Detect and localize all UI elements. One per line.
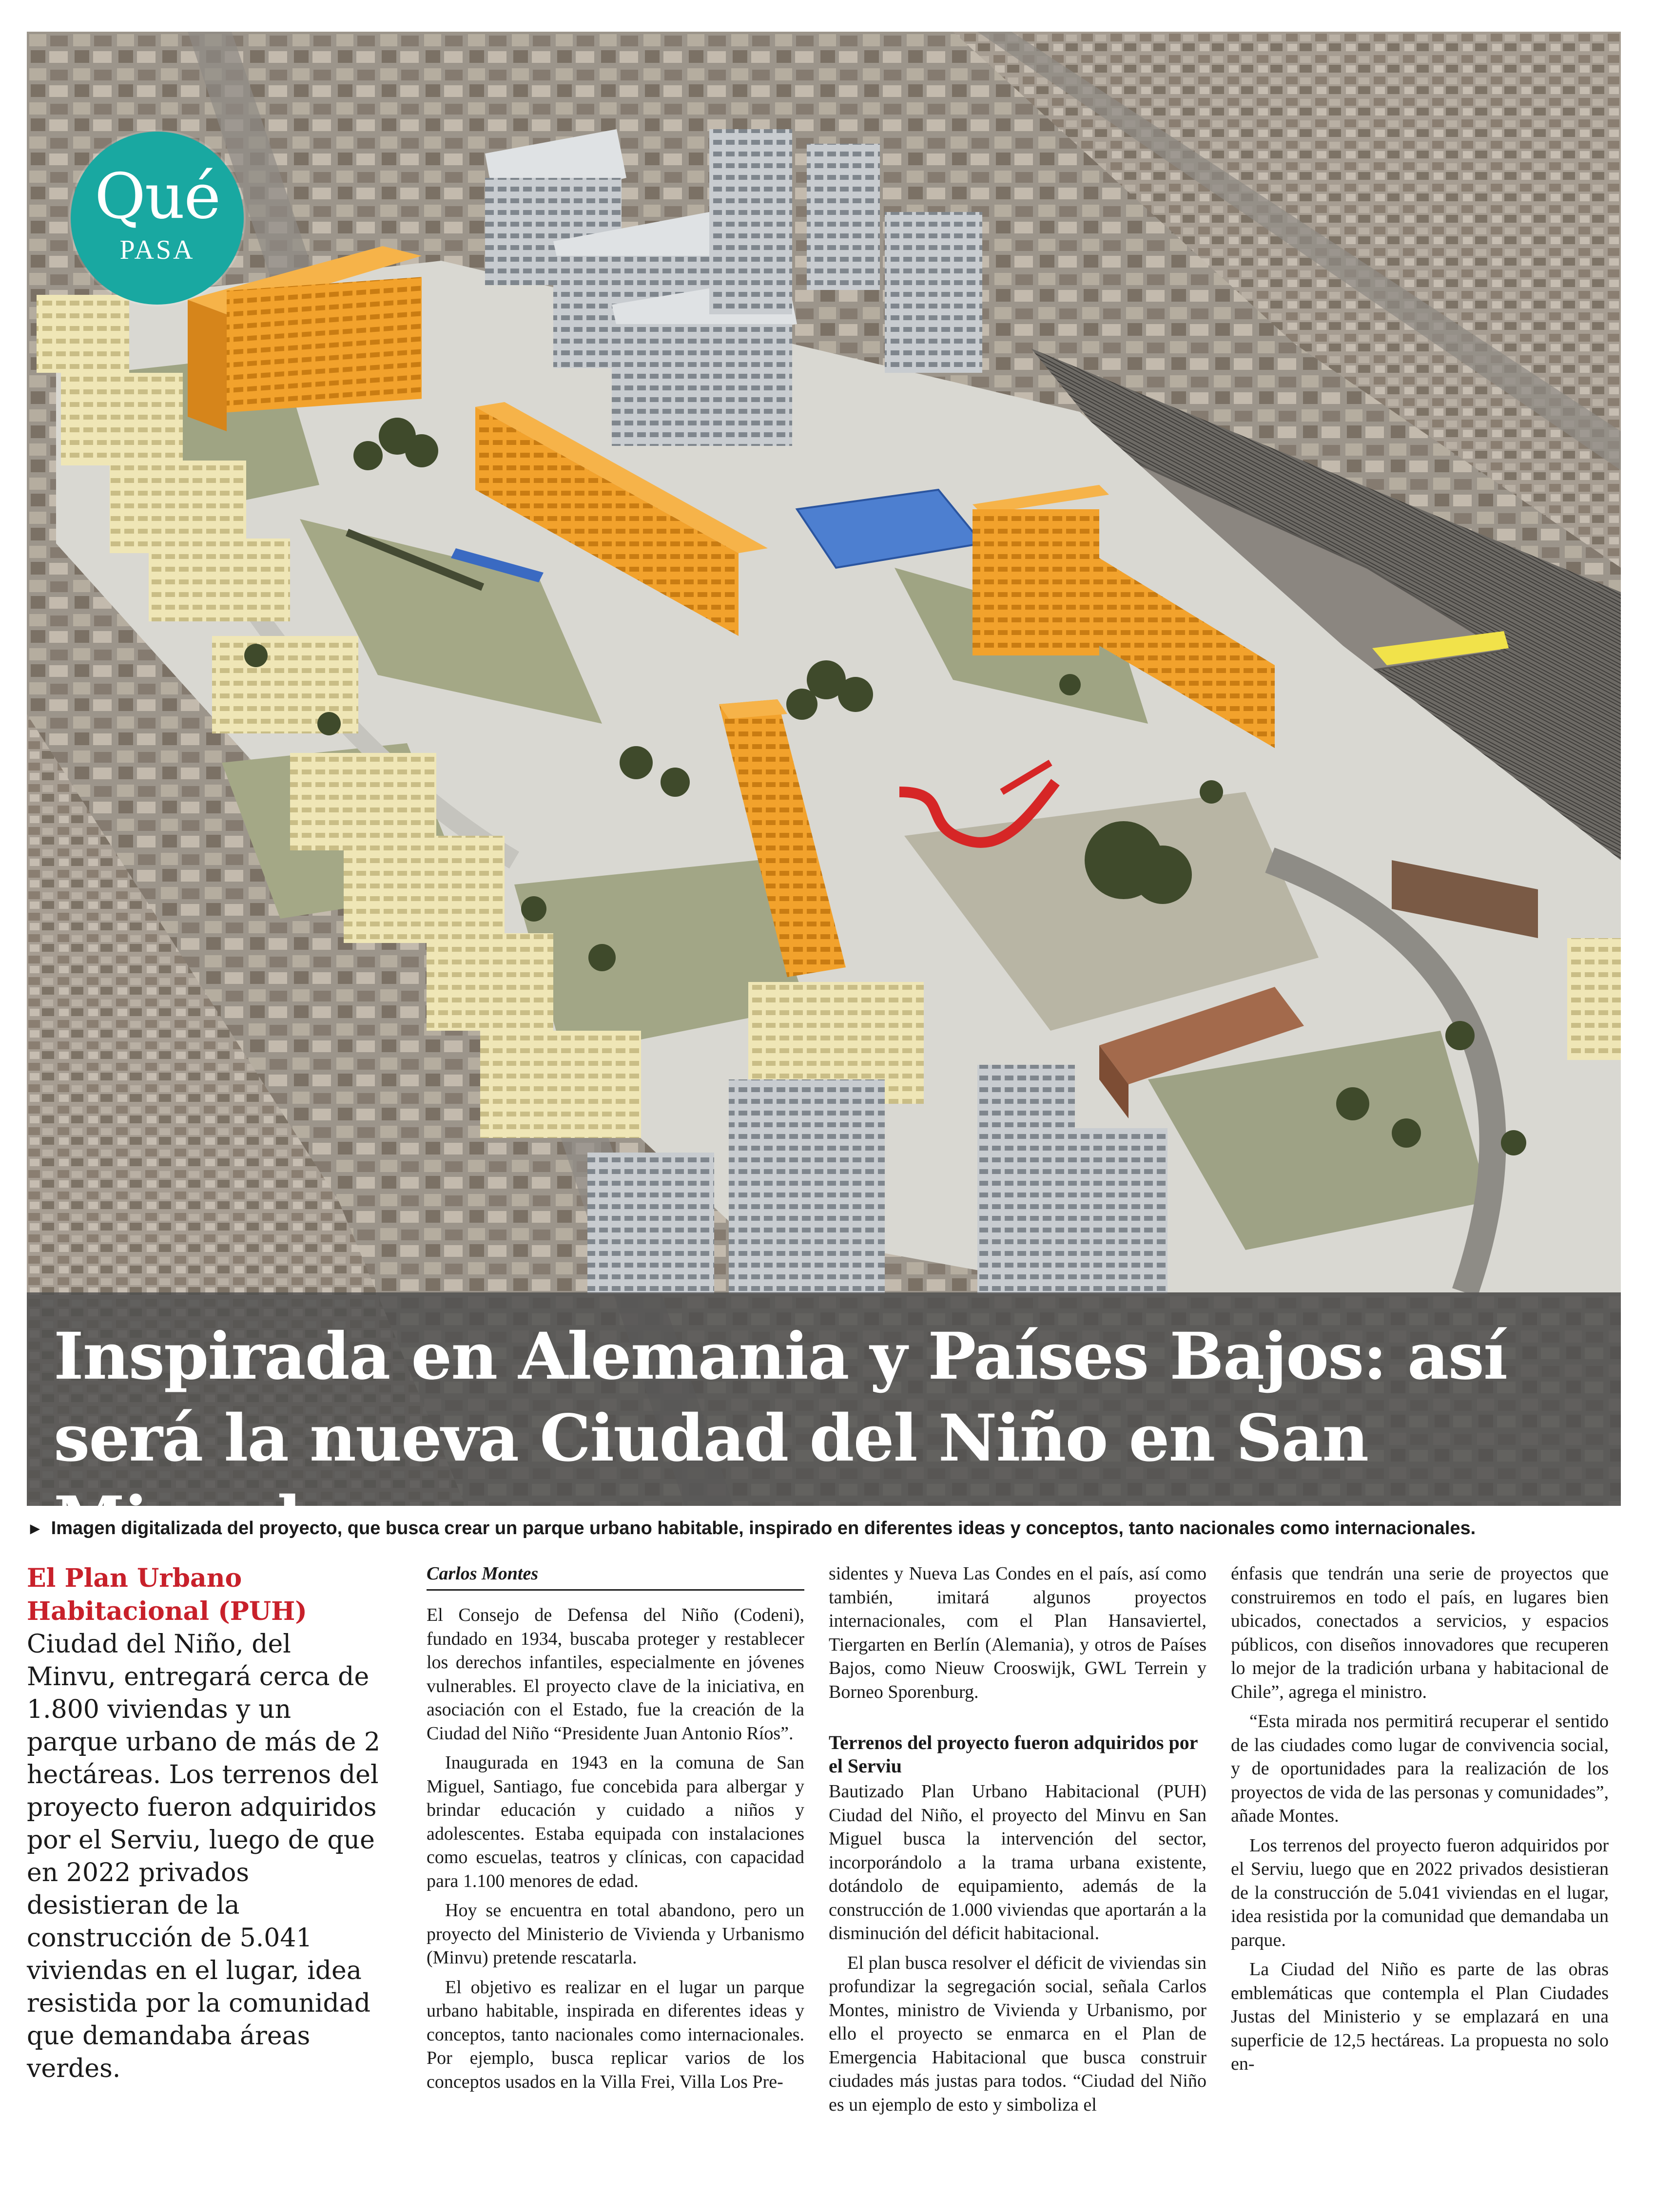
- lead-kicker: El Plan Urbano Habitacional (PUH): [27, 1563, 307, 1626]
- body-paragraph: El plan busca resolver el déficit de viviendas sin profundizar la segregación social, señala Carlos Montes, ministro de Vivienda y Urbanismo, por ello el proyecto se enmarca en el Plan de Emergencia Habitacional que busca construir ciudades más justas para todos. “Ciudad del Niño es un ejemplo de esto y simboliza el: [829, 1952, 1206, 2115]
- body-paragraph: Inaugurada en 1943 en la comuna de San Miguel, Santiago, fue concebida para albergar y brindar educación y cuidado a niños y adolescentes. Estaba equipada con instalaciones como escuelas, teatros y clínicas, con capacidad para 1.100 menores de edad.: [427, 1752, 804, 1891]
- byline: Carlos Montes: [427, 1562, 804, 1591]
- body-paragraph: Bautizado Plan Urbano Habitacional (PUH) Ciudad del Niño, el proyecto del Minvu en San Miguel busca la intervención del sector, incorporándolo a la trama urbana existente, dotándolo de equipamiento, además de la construcción de 1.000 viviendas que aportarán a la disminución del déficit habitacional.: [829, 1781, 1206, 1943]
- photo-caption: [27, 1517, 1621, 1540]
- body-paragraph: “Esta mirada nos permitirá recuperar el sentido de las ciudades como lugar de convivencia social, y de oportunidades para la realización de los proyectos de vida de las personas y comunidades”, añade Montes.: [1231, 1711, 1609, 1826]
- lead-text: Ciudad del Niño, del Minvu, entregará cerca de 1.800 viviendas y un parque urbano de más de 2 hectáreas. Los terrenos del proyecto fueron adquiridos por el Serviu, luego de que en 2022 privados desistieran de la construcción de 5.041 viviendas en el lugar, idea resistida por la comunidad que demandaba áreas verdes.: [27, 1630, 380, 2083]
- brand-logo-text: Qué: [94, 160, 220, 233]
- body-paragraph: La Ciudad del Niño es parte de las obras emblemáticas que contempla el Plan Ciudades Justas del Ministerio y se emplazará en una superficie de 12,5 hectáreas. La propuesta no solo en-: [1231, 1959, 1609, 2074]
- headline: Inspirada en Alemania y Países Bajos: así será la nueva Ciudad del Niño en San Miguel: [54, 1319, 1507, 1558]
- body-paragraph: Los terrenos del proyecto fueron adquiridos por el Serviu, luego que en 2022 privados desistieran de la construcción de 5.041 viviendas en el lugar, idea resistida por la comunidad que demandaba un parque.: [1231, 1835, 1609, 1950]
- project-rendering: [27, 32, 1621, 1506]
- body-paragraph: sidentes y Nueva Las Condes en el país, así como también, imitará algunos proyectos internacionales, com el Plan Hansaviertel, Tiergarten en Berlín (Alemania), y otros de Países Bajos, como Nieuw Crooswijk, GWL Terrein y Borneo Sporenburg.: [829, 1563, 1206, 1702]
- brand-badge: [71, 132, 244, 305]
- caption-arrow-icon: ►: [27, 1520, 43, 1538]
- body-paragraph: El Consejo de Defensa del Niño (Codeni), fundado en 1934, buscaba proteger y restablecer los derechos infantiles, especialmente en jóvenes vulnerables. El proyecto clave de la iniciativa, en asociación con el Estado, fue la creación de la Ciudad del Niño “Presidente Juan Antonio Ríos”.: [427, 1605, 804, 1744]
- lead-paragraph: [27, 1562, 388, 2085]
- body-paragraph: énfasis que tendrán una serie de proyectos que construiremos en todo el país, en lugares bien ubicados, conectados a servicios, y espacios públicos, con diseños innovadores que recuperen lo mejor de la tradición urbana y habitacional de Chile”, agrega el ministro.: [1231, 1563, 1609, 1702]
- section-subhead: Terrenos del proyecto fueron adquiridos por el Serviu: [829, 1731, 1198, 1777]
- caption-text: Imagen digitalizada del proyecto, que busca crear un parque urbano habitable, inspirado en diferentes ideas y conceptos, tanto nacionales como internacionales.: [51, 1518, 1476, 1539]
- body-paragraph: El objetivo es realizar en el lugar un parque urbano habitable, inspirada en diferentes ideas y conceptos, tanto nacionales como internacionales. Por ejemplo, busca replicar varios de los conceptos usados en la Villa Frei, Villa Los Pre-: [427, 1977, 804, 2092]
- brand-logo-subtext: PASA: [119, 235, 195, 265]
- article-column-1: [427, 1562, 804, 2099]
- body-paragraph: Hoy se encuentra en total abandono, pero un proyecto del Ministerio de Vivienda y Urbanismo (Minvu) pretende rescatarla.: [427, 1900, 804, 1968]
- article-column-3: [1231, 1562, 1609, 2082]
- article-column-2: [829, 1562, 1206, 2122]
